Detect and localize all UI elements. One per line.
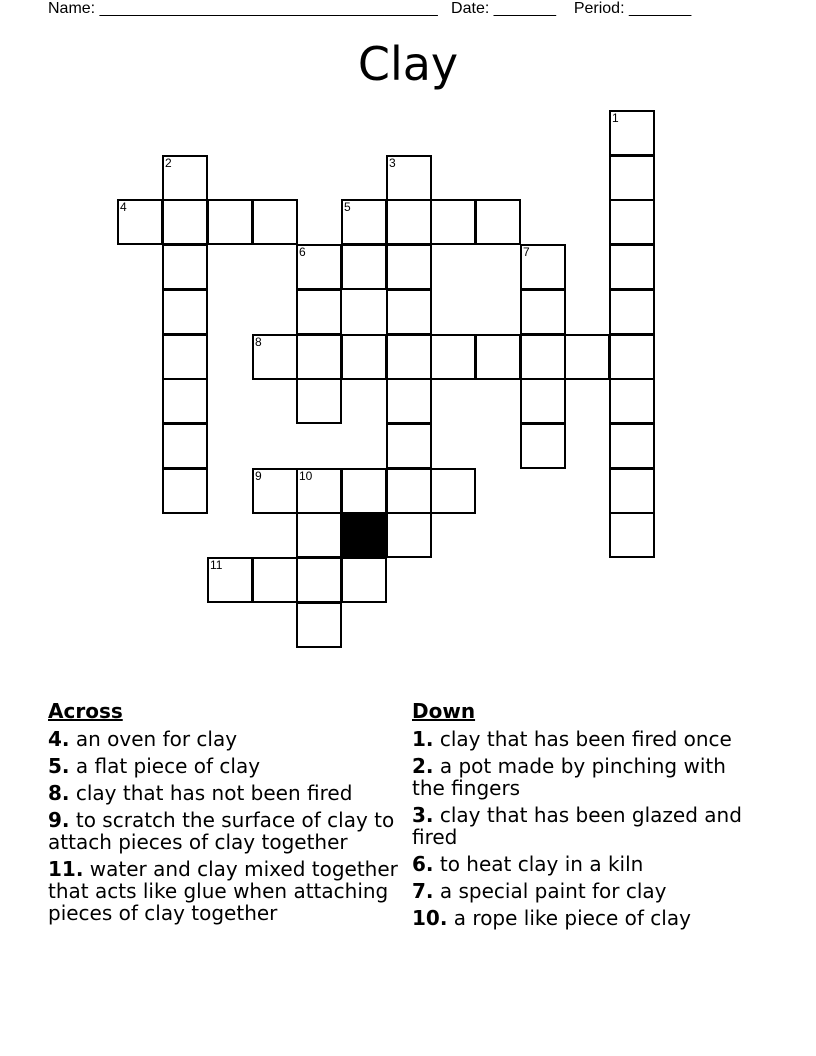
grid-cell[interactable] — [520, 378, 566, 424]
down-heading: Down — [412, 699, 476, 723]
clue-number: 7 — [523, 245, 530, 259]
grid-cell[interactable] — [341, 244, 387, 290]
grid-cell[interactable] — [296, 557, 342, 603]
grid-cell[interactable] — [162, 468, 208, 514]
grid-cell[interactable] — [386, 423, 432, 469]
across-heading: Across — [48, 699, 123, 723]
grid-cell[interactable] — [117, 199, 163, 245]
grid-cell[interactable] — [564, 334, 610, 380]
across-clue — [48, 858, 398, 924]
grid-cell[interactable] — [252, 199, 298, 245]
clue-text: to scratch the surface of clay to attach pieces of clay together — [48, 808, 395, 854]
name-label: Name: — [48, 0, 96, 17]
grid-cell[interactable] — [475, 199, 521, 245]
grid-cell[interactable] — [609, 289, 655, 335]
grid-cell[interactable] — [609, 334, 655, 380]
clue-number: 3 — [389, 156, 396, 170]
date-label: Date: — [451, 0, 490, 17]
grid-cell[interactable] — [162, 423, 208, 469]
grid-cell[interactable] — [520, 423, 566, 469]
clue-number: 6 — [299, 245, 306, 259]
clue-num: 6. — [412, 852, 434, 876]
grid-cell[interactable] — [341, 199, 387, 245]
grid-cell[interactable] — [386, 199, 432, 245]
grid-cell[interactable] — [252, 334, 298, 380]
grid-cell[interactable] — [207, 557, 253, 603]
grid-cell[interactable] — [386, 155, 432, 201]
clue-number: 1 — [612, 111, 619, 125]
clue-num: 5. — [48, 754, 70, 778]
clue-number: 8 — [255, 335, 262, 349]
down-clue — [412, 853, 752, 875]
down-clue — [412, 907, 752, 929]
grid-cell[interactable] — [430, 468, 476, 514]
grid-cell[interactable] — [609, 423, 655, 469]
grid-cell[interactable] — [609, 244, 655, 290]
clue-text: a special paint for clay — [439, 879, 667, 903]
across-clue-list — [48, 728, 398, 924]
clue-text: clay that has not been fired — [75, 781, 353, 805]
down-clue — [412, 880, 752, 902]
grid-cell[interactable] — [520, 244, 566, 290]
clue-num: 11. — [48, 857, 84, 881]
clue-text: a rope like piece of clay — [453, 906, 691, 930]
clue-number: 4 — [120, 200, 127, 214]
grid-cell[interactable] — [296, 602, 342, 648]
grid-cell[interactable] — [609, 512, 655, 558]
clue-number: 10 — [299, 469, 313, 483]
clue-number: 5 — [344, 200, 351, 214]
clue-num: 7. — [412, 879, 434, 903]
student-info-line: Name: ______________________________________ Date: _______ Period: _______ — [48, 0, 692, 17]
grid-cell[interactable] — [609, 468, 655, 514]
clue-text: a flat piece of clay — [75, 754, 261, 778]
grid-cell[interactable] — [162, 244, 208, 290]
grid-cell[interactable] — [162, 155, 208, 201]
grid-cell[interactable] — [609, 378, 655, 424]
clue-text: to heat clay in a kiln — [439, 852, 644, 876]
grid-cell[interactable] — [162, 378, 208, 424]
grid-cell[interactable] — [341, 334, 387, 380]
grid-cell[interactable] — [341, 557, 387, 603]
period-label: Period: — [573, 0, 625, 17]
clue-text: clay that has been fired once — [439, 727, 732, 751]
grid-cell[interactable] — [296, 289, 342, 335]
clue-number: 2 — [165, 156, 172, 170]
clue-num: 2. — [412, 754, 434, 778]
grid-cell[interactable] — [162, 199, 208, 245]
puzzle-title: Clay — [357, 37, 459, 91]
clue-text: an oven for clay — [75, 727, 238, 751]
down-clue — [412, 755, 752, 799]
down-clues — [412, 700, 752, 934]
down-clue — [412, 728, 752, 750]
clue-num: 10. — [412, 906, 448, 930]
across-clue — [48, 809, 398, 853]
grid-cell[interactable] — [609, 110, 655, 156]
clue-number: 11 — [210, 558, 223, 572]
clue-number: 9 — [255, 469, 262, 483]
grid-cell[interactable] — [296, 244, 342, 290]
across-clue — [48, 755, 398, 777]
grid-cell[interactable] — [162, 334, 208, 380]
grid-cell[interactable] — [386, 468, 432, 514]
clue-text: a pot made by pinching with the fingers — [412, 754, 726, 800]
down-clue — [412, 804, 752, 848]
grid-cell[interactable] — [475, 334, 521, 380]
grid-cell[interactable] — [609, 199, 655, 245]
grid-cell[interactable] — [386, 289, 432, 335]
grid-cell[interactable] — [296, 468, 342, 514]
grid-cell[interactable] — [162, 289, 208, 335]
grid-cell[interactable] — [386, 378, 432, 424]
clue-num: 9. — [48, 808, 70, 832]
clue-text: clay that has been glazed and fired — [412, 803, 742, 849]
across-clue — [48, 782, 398, 804]
grid-cell[interactable] — [207, 199, 253, 245]
grid-cell[interactable] — [430, 199, 476, 245]
clue-num: 4. — [48, 727, 70, 751]
grid-cell[interactable] — [520, 334, 566, 380]
grid-cell[interactable] — [296, 334, 342, 380]
clue-text: water and clay mixed together that acts like glue when attaching pieces of clay together — [48, 857, 398, 925]
black-cell — [341, 512, 387, 558]
clue-num: 8. — [48, 781, 70, 805]
grid-cell[interactable] — [296, 378, 342, 424]
grid-cell[interactable] — [341, 468, 387, 514]
across-clues — [48, 700, 398, 929]
grid-cell[interactable] — [252, 468, 298, 514]
grid-cell[interactable] — [296, 512, 342, 558]
grid-cell[interactable] — [386, 512, 432, 558]
down-clue-list — [412, 728, 752, 929]
grid-cell[interactable] — [386, 244, 432, 290]
grid-cell[interactable] — [609, 155, 655, 201]
grid-cell[interactable] — [252, 557, 298, 603]
grid-cell[interactable] — [520, 289, 566, 335]
grid-cell[interactable] — [430, 334, 476, 380]
across-clue — [48, 728, 398, 750]
clue-num: 3. — [412, 803, 434, 827]
grid-cell[interactable] — [386, 334, 432, 380]
clue-num: 1. — [412, 727, 434, 751]
